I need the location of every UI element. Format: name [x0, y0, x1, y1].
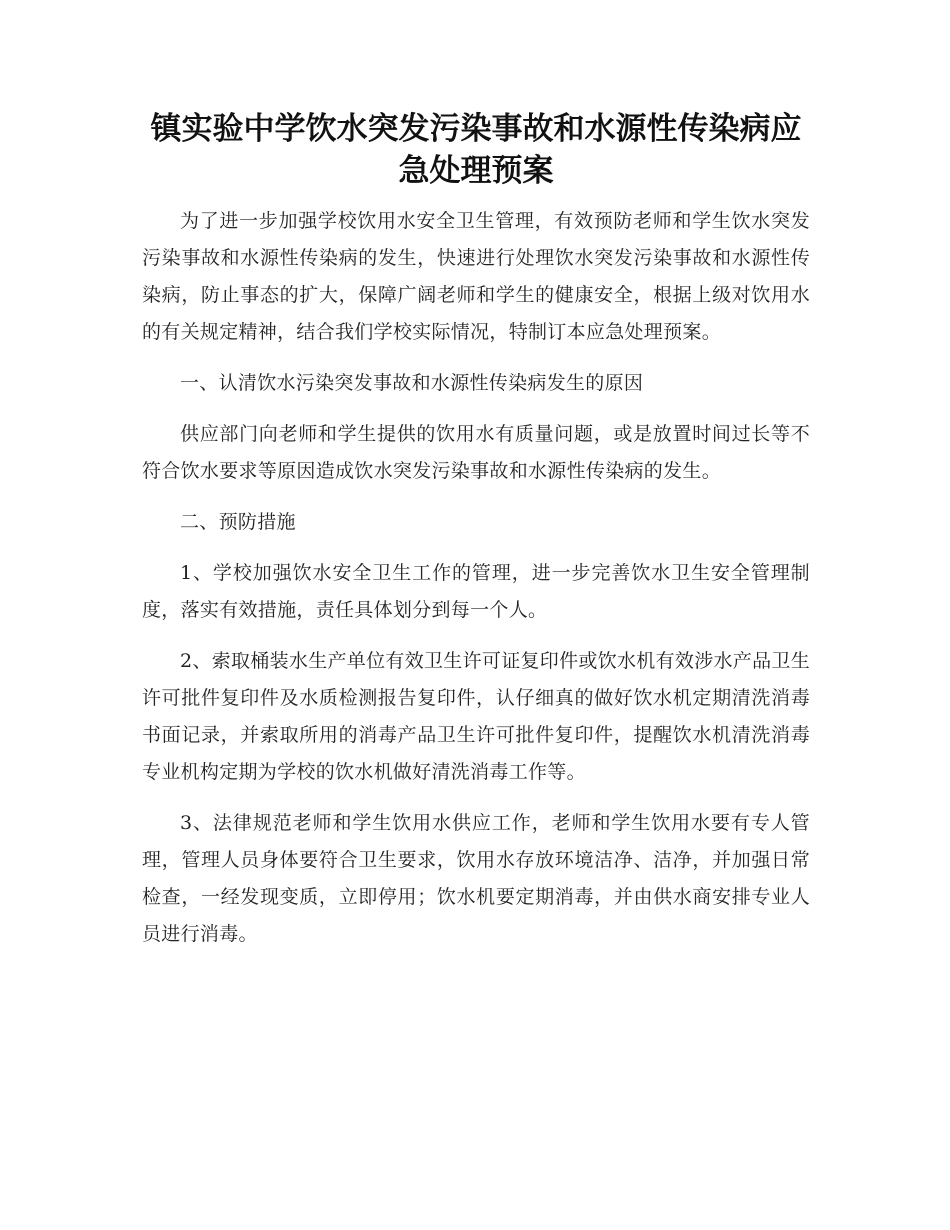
intro-paragraph: 为了进一步加强学校饮用水安全卫生管理，有效预防老师和学生饮水突发污染事故和水源性传染病的发生，快速进行处理饮水突发污染事故和水源性传染病，防止事态的扩大，保障广阔老师和学生的健康安全，根据上级对饮用水的有关规定精神，结合我们学校实际情况，特制订本应急处理预案。: [142, 210, 810, 343]
prevention-item-1: 1、学校加强饮水安全卫生工作的管理，进一步完善饮水卫生安全管理制度，落实有效措施，责任具体划分到每一个人。: [142, 562, 810, 621]
section-heading-causes: 一、认清饮水污染突发事故和水源性传染病发生的原因: [180, 372, 644, 394]
document-body: [142, 203, 810, 967]
causes-paragraph: 供应部门向老师和学生提供的饮用水有质量问题，或是放置时间过长等不符合饮水要求等原因造成饮水突发污染事故和水源性传染病的发生。: [142, 423, 810, 482]
prevention-item-2: 2、索取桶装水生产单位有效卫生许可证复印件或饮水机有效涉水产品卫生许可批件复印件及水质检测报告复印件，认仔细真的做好饮水机定期清洗消毒书面记录，并索取所用的消毒产品卫生许可批件复印件，提醒饮水机清洗消毒专业机构定期为学校的饮水机做好清洗消毒工作等。: [142, 650, 810, 783]
prevention-item-3: 3、法律规范老师和学生饮用水供应工作，老师和学生饮用水要有专人管理，管理人员身体要符合卫生要求，饮用水存放环境洁净、洁净，并加强日常检查，一经发现变质，立即停用；饮水机要定期消毒，并由供水商安排专业人员进行消毒。: [142, 812, 810, 945]
document-title: 镇实验中学饮水突发污染事故和水源性传染病应急处理预案: [150, 111, 802, 189]
section-heading-prevention: 二、预防措施: [180, 511, 296, 533]
